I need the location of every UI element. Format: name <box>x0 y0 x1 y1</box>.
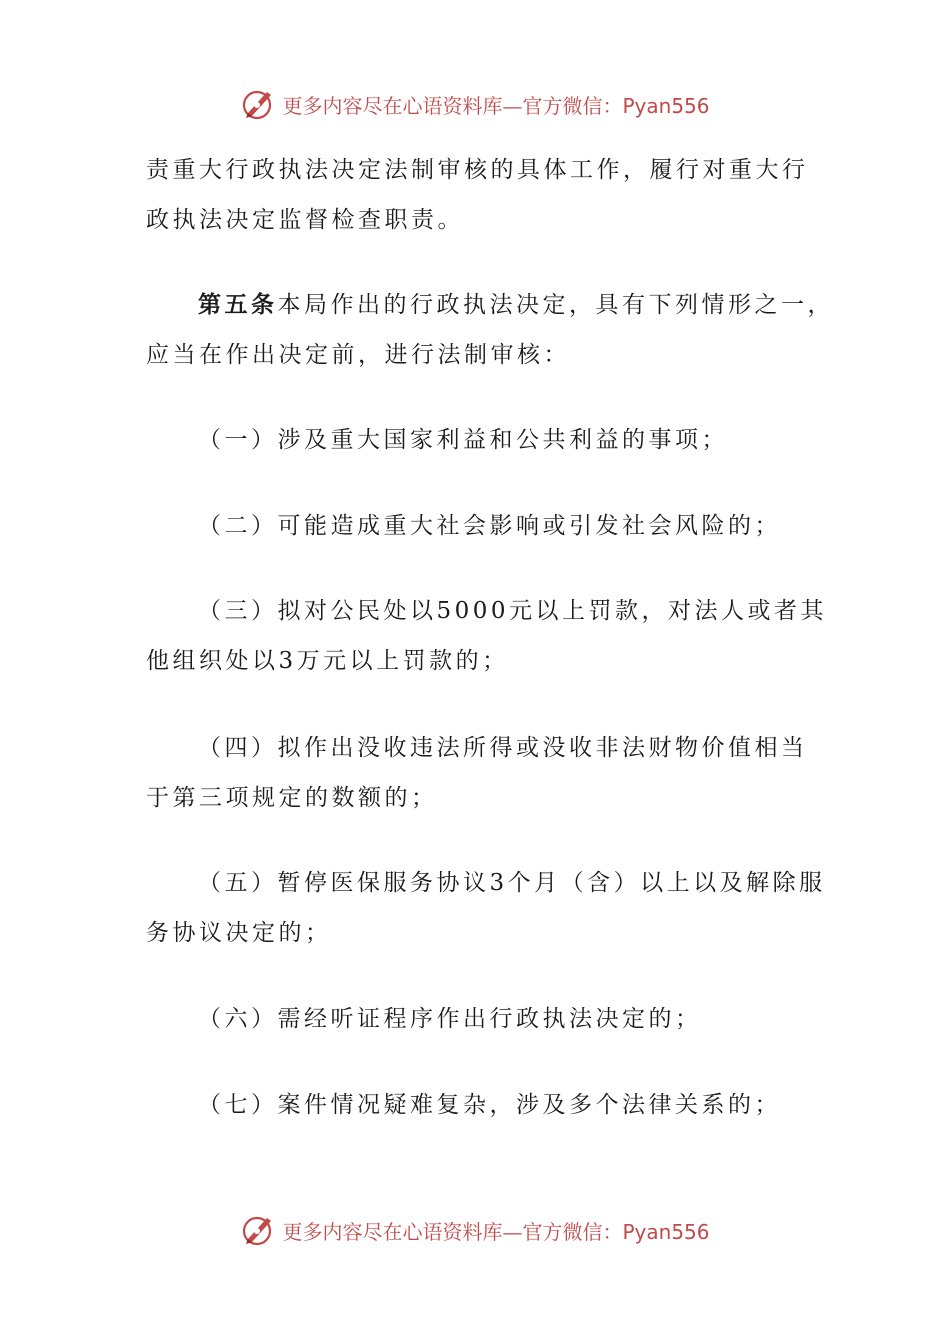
list-item: （三）拟对公民处以5000元以上罚款，对法人或者其 <box>198 598 828 624</box>
text-line: 责重大行政执法决定法制审核的具体工作，履行对重大行 <box>146 157 809 183</box>
list-item: （六）需经听证程序作出行政执法决定的； <box>198 1006 702 1032</box>
banner-text: 更多内容尽在心语资料库—官方微信：Pyan556 <box>282 1219 710 1244</box>
list-item: （二）可能造成重大社会影响或引发社会风险的； <box>198 513 781 539</box>
list-item: （五）暂停医保服务协议3个月（含）以上以及解除服 <box>198 870 826 896</box>
text-line: 他组织处以3万元以上罚款的； <box>146 648 509 674</box>
pen-logo-icon <box>240 1212 276 1248</box>
article-label: 第五条 <box>198 291 278 318</box>
pen-logo-icon <box>240 86 276 122</box>
banner-wechat-id: Pyan556 <box>622 1219 710 1244</box>
list-item: （四）拟作出没收违法所得或没收非法财物价值相当 <box>198 735 808 761</box>
banner-text: 更多内容尽在心语资料库—官方微信：Pyan556 <box>282 93 710 118</box>
article-heading-line <box>198 290 834 320</box>
text-line: 政执法决定监督检查职责。 <box>146 207 464 233</box>
text-line: 应当在作出决定前，进行法制审核： <box>146 342 570 368</box>
text-line: 于第三项规定的数额的； <box>146 785 438 811</box>
banner-wechat-id: Pyan556 <box>622 93 710 118</box>
header-banner <box>0 82 950 126</box>
footer-banner <box>0 1208 950 1252</box>
article-text: 本局作出的行政执法决定，具有下列情形之一， <box>277 292 834 318</box>
text-line: 务协议决定的； <box>146 920 332 946</box>
list-item: （七）案件情况疑难复杂，涉及多个法律关系的； <box>198 1092 781 1118</box>
list-item: （一）涉及重大国家利益和公共利益的事项； <box>198 427 728 453</box>
